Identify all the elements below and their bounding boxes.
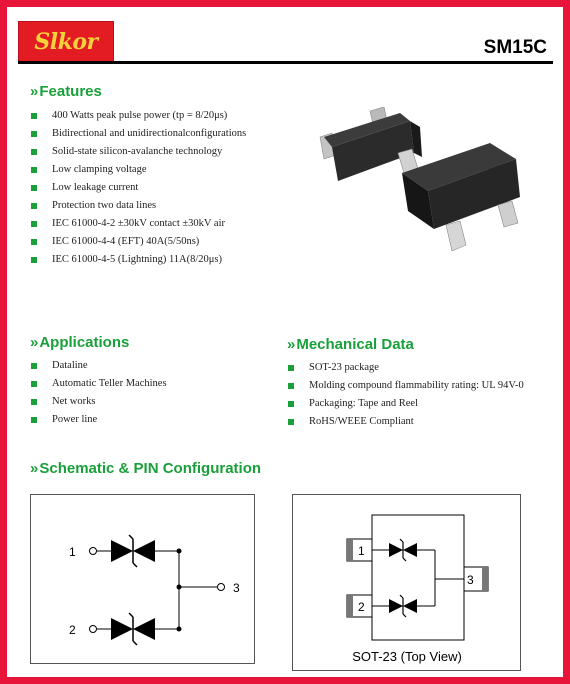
list-item: SOT-23 package [288,359,524,377]
pinout-diagram [292,494,521,671]
schematic-pin3-terminal [218,584,225,591]
list-item: Low clamping voltage [31,161,246,179]
sot23-outline [372,515,464,640]
features-list [31,107,246,269]
list-item: Solid-state silicon-avalanche technology [31,143,246,161]
tvs-diode-2 [111,613,155,645]
features-title-text: Features [39,83,102,100]
applications-title-text: Applications [39,334,130,351]
sot23-package-image [302,107,532,267]
logo-text: Slkor [34,28,98,55]
pinout-caption: SOT-23 (Top View) [352,649,462,664]
list-item: Bidirectional and unidirectionalconfigurations [31,125,246,143]
schematic-chevron: » [30,460,39,477]
header-divider [18,61,553,64]
brand-logo [18,21,114,62]
schematic-title [30,460,261,477]
package-2-lead-right [498,201,518,227]
list-item: IEC 61000-4-2 ±30kV contact ±30kV air [31,215,246,233]
mechanical-list [288,359,524,431]
schematic-pin2-label: 2 [69,623,76,637]
schematic-title-text: Schematic & PIN Configuration [39,460,262,477]
schematic-diagram [30,494,255,664]
part-number: SM15C [483,37,547,58]
list-item: IEC 61000-4-4 (EFT) 40A(5/50ns) [31,233,246,251]
list-item: RoHS/WEEE Compliant [288,413,524,431]
list-item: Molding compound flammability rating: UL 94V-0 [288,377,524,395]
list-item: Dataline [31,357,167,375]
mechanical-title-text: Mechanical Data [296,336,414,353]
mechanical-chevron: » [287,336,296,353]
applications-title [30,334,129,351]
list-item: Protection two data lines [31,197,246,215]
schematic-pin1-terminal [90,548,97,555]
pinout-pin1-label: 1 [358,544,365,558]
list-item: Packaging: Tape and Reel [288,395,524,413]
applications-list [31,357,167,429]
tvs-diode-1 [111,535,155,567]
pinout-pin2-label: 2 [358,600,365,614]
list-item: 400 Watts peak pulse power (tp = 8/20μs) [31,107,246,125]
mechanical-title [287,336,414,353]
list-item: Net works [31,393,167,411]
list-item: IEC 61000-4-5 (Lightning) 11A(8/20μs) [31,251,246,269]
datasheet-page [7,7,563,677]
features-chevron: » [30,83,39,100]
features-title [30,83,102,100]
list-item: Power line [31,411,167,429]
schematic-pin2-terminal [90,626,97,633]
schematic-pin1-label: 1 [69,545,76,559]
list-item: Automatic Teller Machines [31,375,167,393]
package-2-lead-left [446,221,466,251]
list-item: Low leakage current [31,179,246,197]
applications-chevron: » [30,334,39,351]
schematic-pin3-label: 3 [233,581,240,595]
pinout-pin3-label: 3 [467,573,474,587]
